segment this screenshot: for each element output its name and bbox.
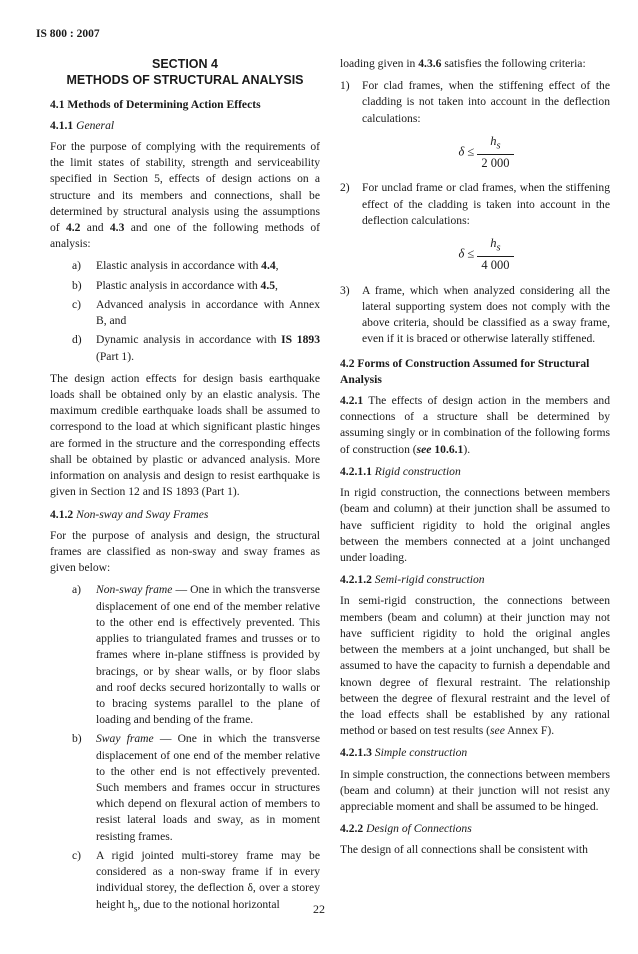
list-item: 3) A frame, which when analyzed considering all the lateral supporting system does not comply with the above criteria, should be classified as a sway frame, even if it is braced or otherwise laterally stiffened. [340,283,610,346]
paragraph-simple: In simple construction, the connections between members (beam and column) at their junction will not resist any appreciable moment and shall be assumed to be hinged. [340,767,610,814]
heading-4-2-1-3: 4.2.1.3 Simple construction [340,746,468,760]
list-item: a) Non-sway frame — One in which the transverse displacement of one end of the member relative to the other end is effectively prevented. This applies to triangulated frames and trusses or to frames where in-plane stiffness is provided by bracings, or by shear walls, or by floor slabs and roof decks secured horizontally to walls or to bracing systems parallel to the plane of loading and bending of the frame. [72,583,320,727]
list-item: a) Elastic analysis in accordance with 4.4, [72,259,279,273]
standard-header: IS 800 : 2007 [36,28,100,40]
heading-4-1-2: 4.1.2 Non-sway and Sway Frames [50,507,209,521]
list-item: 1) For clad frames, when the stiffening effect of the cladding is not taken into account in the deflection calculations: δ ≤ $\frac{h_s}{2 000}$ [340,78,610,172]
frame-types-list [50,582,320,915]
heading-4-2-2: 4.2.2 Design of Connections [340,822,472,836]
paragraph-earthquake: The design action effects for design basis earthquake loads shall be obtained only by an elastic analysis. The maximum credible earthquake loads shall be assumed to correspond to the load at which significant plastic hinges are formed in the structure and the corresponding effects shall be obtained by plastic or advanced analysis. More information on analysis and design to resist earthquake is given in Section 12 and IS 1893 (Part 1). [50,371,320,499]
formula-clad: δ ≤ $\frac{h_s}{2 000}$ [362,133,610,173]
list-item: c) A rigid jointed multi-storey frame may be considered as a non-sway frame if in every individual storey, the deflection δ, over a storey height $h_s$, due to the notional horizontal [72,848,320,914]
analysis-methods-list [50,258,320,364]
paragraph-continuation: loading given in 4.3.6 satisfies the following criteria: [340,57,586,70]
heading-4-1: 4.1 Methods of Determining Action Effects [50,97,261,111]
page-number: 22 [313,902,325,916]
right-column [340,56,610,865]
heading-4-2: 4.2 Forms of Construction Assumed for Structural Analysis [340,356,590,386]
section-number: SECTION 4 [152,57,218,71]
section-title: METHODS OF STRUCTURAL ANALYSIS [66,73,304,88]
left-column [50,56,320,921]
paragraph-4-2-1: 4.2.1 The effects of design action in the members and connections of a structure shall be determined by assuming singly or in combination of the following forms of construction (see 10.6.1). [340,394,610,456]
paragraph-connections: The design of all connections shall be consistent with [340,843,588,857]
paragraph-rigid: In rigid construction, the connections between members (beam and column) at their junction shall be assumed to have sufficient rigidity to hold the original angles between the members connected at a joint unchanged under loading. [340,486,610,564]
list-item: b) Sway frame — One in which the transverse displacement of one end of the member relative to the other end is not effectively prevented. Such members and frames occur in structures which depend on flexural action of members to resist lateral loads and sway, as in moment resisting frames. [72,732,320,843]
heading-4-2-1-1: 4.2.1.1 Rigid construction [340,464,461,478]
paragraph-semi-rigid: In semi-rigid construction, the connections between members (beam and column) at their junction may not have sufficient rigidity to hold the original angles between the members at a joint unchanged, but shall be assumed to have the capacity to furnish a dependable and known degree of flexural restraint. The relationship between the degree of flexural restraint and the level of the load effects shall be established by any rational method or based on test results (see Annex F). [340,594,610,738]
paragraph-frames: For the purpose of analysis and design, the structural frames are classified as non-sway and sway frames as given below: [50,528,320,575]
list-item: c) Advanced analysis in accordance with Annex B, and [72,297,320,328]
list-item: b) Plastic analysis in accordance with 4.5, [72,278,278,292]
formula-unclad: δ ≤ $\frac{h_s}{4 000}$ [362,235,610,275]
paragraph-general: For the purpose of complying with the requirements of the limit states of stability, strength and serviceability specified in Section 5, effects of design actions on a structure and its members and connections, shall be determined by structural analysis using the assumptions of 4.2 and 4.3 and one of the following methods of analysis: [50,139,320,251]
heading-4-2-1-2: 4.2.1.2 Semi-rigid construction [340,573,485,587]
list-item: 2) For unclad frame or clad frames, when the stiffening effect of the cladding is taken into account in the deflection calculations: δ ≤ $\frac{h_s}{4 000}$ [340,180,610,274]
criteria-list [340,78,610,347]
heading-4-1-1: 4.1.1 General [50,118,115,132]
list-item: d) Dynamic analysis in accordance with IS 1893 (Part 1). [72,333,320,363]
